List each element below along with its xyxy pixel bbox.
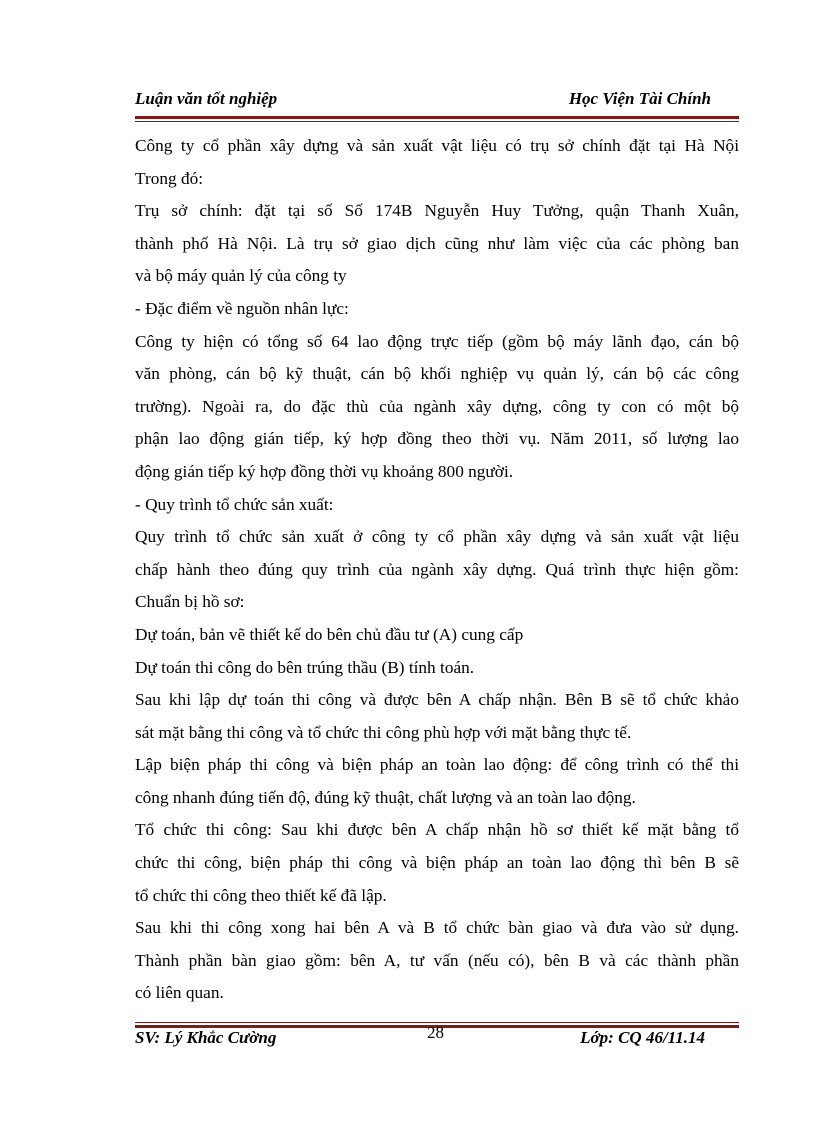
- body-line: Tổ chức thi công: Sau khi được bên A chấp nhận hồ sơ thiết kế mặt bằng tổ: [135, 820, 739, 840]
- footer-class-code: Lớp: CQ 46/11.14: [580, 1028, 705, 1047]
- body-line: Công ty cổ phần xây dựng và sản xuất vật liệu có trụ sở chính đặt tại Hà Nội: [135, 136, 739, 155]
- body-line: công nhanh đúng tiến độ, đúng kỹ thuật, chất lượng và an toàn lao động.: [135, 787, 636, 807]
- body-line: Thành phần bàn giao gồm: bên A, tư vấn (nếu có), bên B và các thành phần: [135, 950, 739, 970]
- header-divider-thick: [135, 116, 739, 119]
- body-line: thành phố Hà Nội. Là trụ sở giao dịch cũng như làm việc của các phòng ban: [135, 233, 739, 253]
- header-divider-thin: [135, 121, 739, 122]
- body-line: sát mặt bằng thi công và tổ chức thi công phù hợp với mặt bằng thực tế.: [135, 722, 632, 742]
- body-line: chấp hành theo đúng quy trình của ngành xây dựng. Quá trình thực hiện gồm:: [135, 559, 739, 579]
- header-institution: Học Viện Tài Chính: [568, 89, 711, 108]
- body-line: Sau khi lập dự toán thi công và được bên A chấp nhận. Bên B sẽ tổ chức khảo: [135, 690, 739, 710]
- body-line: Lập biện pháp thi công và biện pháp an toàn lao động: để công trình có thể thi: [135, 755, 739, 775]
- body-line: Quy trình tổ chức sản xuất ở công ty cổ phần xây dựng và sản xuất vật liệu: [135, 527, 739, 547]
- body-line: chức thi công, biện pháp thi công và biện pháp an toàn lao động thì bên B sẽ: [135, 853, 739, 873]
- body-line: Công ty hiện có tổng số 64 lao động trực tiếp (gồm bộ máy lãnh đạo, cán bộ: [135, 331, 739, 351]
- body-line: và bộ máy quản lý của công ty: [135, 266, 347, 286]
- page-footer: [135, 1023, 739, 1054]
- body-line: Dự toán thi công do bên trúng thầu (B) tính toán.: [135, 657, 475, 677]
- body-line: tổ chức thi công theo thiết kế đã lập.: [135, 885, 387, 905]
- body-line: Chuẩn bị hồ sơ:: [135, 592, 245, 612]
- body-line: động gián tiếp ký hợp đồng thời vụ khoảng 800 người.: [135, 461, 514, 481]
- footer-student-name: SV: Lý Khắc Cường: [135, 1028, 277, 1047]
- body-line: trường). Ngoài ra, do đặc thù của ngành xây dựng, công ty con có một bộ: [135, 396, 739, 416]
- page-header: [135, 89, 739, 115]
- body-line: - Quy trình tổ chức sản xuất:: [135, 494, 334, 514]
- header-thesis-title: Luận văn tốt nghiệp: [135, 89, 278, 108]
- body-line: có liên quan.: [135, 983, 224, 1003]
- body-line: văn phòng, cán bộ kỹ thuật, cán bộ khối nghiệp vụ quản lý, cán bộ các công: [135, 364, 739, 384]
- body-line: Trụ sở chính: đặt tại số Số 174B Nguyễn Huy Tưởng, quận Thanh Xuân,: [135, 201, 739, 221]
- body-line: Sau khi thi công xong hai bên A và B tổ chức bàn giao và đưa vào sử dụng.: [135, 918, 739, 938]
- body-text: [135, 130, 739, 1010]
- body-line: Dự toán, bản vẽ thiết kế do bên chủ đầu tư (A) cung cấp: [135, 624, 524, 644]
- page-number: 28: [427, 1023, 444, 1042]
- body-line: Trong đó:: [135, 168, 204, 188]
- body-line: - Đặc điểm về nguồn nhân lực:: [135, 298, 349, 318]
- body-line: phận lao động gián tiếp, ký hợp đồng theo thời vụ. Năm 2011, số lượng lao: [135, 429, 739, 449]
